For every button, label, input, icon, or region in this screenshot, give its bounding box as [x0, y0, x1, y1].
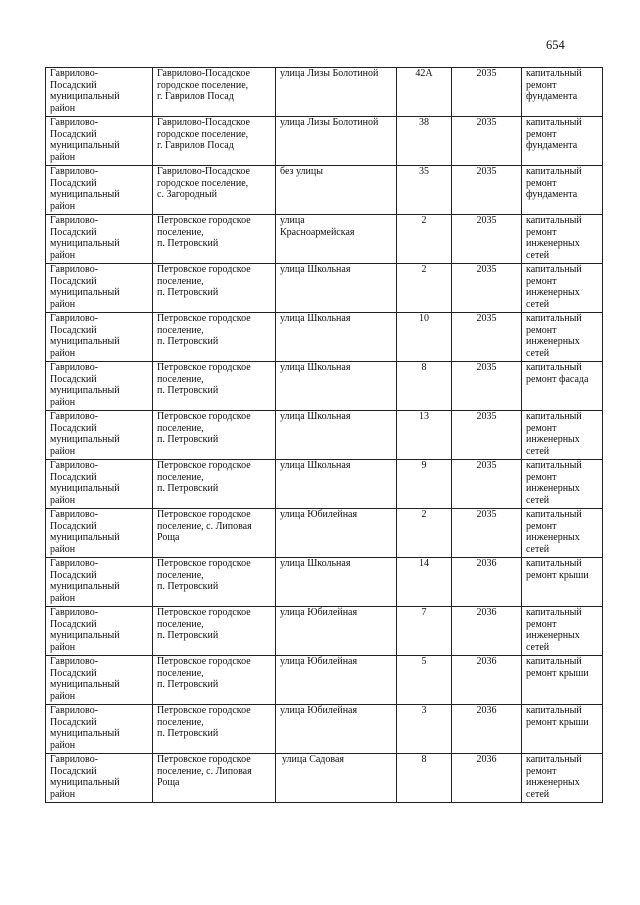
cell-work-type-text: капитальный ремонт фундамента [526, 117, 582, 152]
cell-settlement [153, 68, 276, 117]
cell-settlement-text: Петровское городское поселение, с. Липовая Роща [157, 754, 252, 789]
cell-house-number [397, 460, 452, 509]
table-row [46, 509, 603, 558]
cell-district-text: Гаврилово- Посадский муниципальный район [50, 460, 120, 506]
cell-year [452, 607, 522, 656]
cell-year [452, 215, 522, 264]
cell-settlement [153, 264, 276, 313]
cell-district [46, 705, 153, 754]
cell-settlement-text: Петровское городское поселение, п. Петровский [157, 362, 251, 397]
cell-street [276, 705, 397, 754]
cell-work-type [522, 264, 603, 313]
cell-street [276, 362, 397, 411]
cell-year-text: 2036 [476, 607, 497, 618]
cell-work-type-text: капитальный ремонт крыши [526, 558, 589, 581]
cell-street [276, 607, 397, 656]
cell-year [452, 460, 522, 509]
cell-year-text: 2035 [476, 68, 497, 79]
cell-work-type-text: капитальный ремонт фасада [526, 362, 589, 385]
cell-year-text: 2036 [476, 558, 497, 569]
cell-district [46, 117, 153, 166]
cell-district-text: Гаврилово- Посадский муниципальный район [50, 362, 120, 408]
cell-year [452, 754, 522, 803]
cell-district [46, 166, 153, 215]
table-row [46, 313, 603, 362]
table-row [46, 705, 603, 754]
cell-street-text: улица Школьная [280, 264, 351, 275]
cell-settlement [153, 411, 276, 460]
cell-street-text: улица Школьная [280, 313, 351, 324]
cell-street-text: улица Юбилейная [280, 705, 358, 716]
page-number: 654 [546, 38, 565, 52]
cell-work-type [522, 117, 603, 166]
cell-work-type [522, 607, 603, 656]
cell-street [276, 656, 397, 705]
cell-street [276, 754, 397, 803]
cell-settlement [153, 607, 276, 656]
cell-house-number-text: 2 [421, 215, 427, 226]
cell-year-text: 2035 [476, 411, 497, 422]
cell-year-text: 2035 [476, 509, 497, 520]
cell-settlement [153, 460, 276, 509]
cell-settlement [153, 656, 276, 705]
table-row [46, 166, 603, 215]
cell-district [46, 313, 153, 362]
cell-street [276, 313, 397, 362]
cell-district-text: Гаврилово- Посадский муниципальный район [50, 558, 120, 604]
cell-settlement [153, 362, 276, 411]
cell-house-number-text: 2 [421, 264, 427, 275]
cell-house-number-text: 3 [421, 705, 427, 716]
cell-settlement [153, 313, 276, 362]
cell-settlement [153, 705, 276, 754]
cell-year [452, 166, 522, 215]
cell-house-number-text: 9 [421, 460, 427, 471]
cell-street [276, 215, 397, 264]
cell-district [46, 460, 153, 509]
cell-year [452, 509, 522, 558]
cell-district-text: Гаврилово- Посадский муниципальный район [50, 117, 120, 163]
table-row [46, 754, 603, 803]
cell-district [46, 411, 153, 460]
cell-work-type [522, 68, 603, 117]
cell-settlement-text: Гаврилово-Посадское городское поселение, г. Гаврилов Посад [157, 68, 250, 103]
table-row [46, 607, 603, 656]
cell-work-type-text: капитальный ремонт инженерных сетей [526, 509, 582, 555]
cell-house-number-text: 42А [415, 68, 433, 79]
cell-house-number-text: 7 [421, 607, 427, 618]
cell-street [276, 411, 397, 460]
housing-repair-table [45, 67, 603, 803]
cell-house-number-text: 14 [419, 558, 429, 569]
cell-house-number [397, 656, 452, 705]
table-row [46, 460, 603, 509]
cell-year-text: 2035 [476, 215, 497, 226]
cell-year [452, 362, 522, 411]
cell-house-number [397, 117, 452, 166]
cell-district-text: Гаврилово- Посадский муниципальный район [50, 411, 120, 457]
cell-street-text: улица Юбилейная [280, 509, 358, 520]
cell-house-number [397, 68, 452, 117]
cell-house-number-text: 2 [421, 509, 427, 520]
table-row [46, 411, 603, 460]
cell-house-number [397, 264, 452, 313]
cell-year [452, 656, 522, 705]
cell-district [46, 656, 153, 705]
cell-house-number [397, 509, 452, 558]
cell-street-text: улица Школьная [280, 362, 351, 373]
cell-street-text: улица Лизы Болотиной [280, 117, 379, 128]
cell-work-type [522, 705, 603, 754]
cell-street [276, 68, 397, 117]
cell-street [276, 117, 397, 166]
cell-house-number [397, 166, 452, 215]
cell-settlement [153, 166, 276, 215]
cell-settlement-text: Петровское городское поселение, с. Липовая Роща [157, 509, 252, 544]
cell-street-text: улица Школьная [280, 411, 351, 422]
cell-work-type-text: капитальный ремонт инженерных сетей [526, 313, 582, 359]
cell-district-text: Гаврилово- Посадский муниципальный район [50, 264, 120, 310]
cell-settlement-text: Петровское городское поселение, п. Петровский [157, 656, 251, 691]
cell-settlement-text: Гаврилово-Посадское городское поселение, г. Гаврилов Посад [157, 117, 250, 152]
cell-house-number [397, 754, 452, 803]
cell-work-type [522, 558, 603, 607]
cell-house-number [397, 362, 452, 411]
cell-district-text: Гаврилово- Посадский муниципальный район [50, 166, 120, 212]
cell-year-text: 2036 [476, 656, 497, 667]
cell-work-type [522, 754, 603, 803]
cell-street [276, 264, 397, 313]
cell-street-text: улица Лизы Болотиной [280, 68, 379, 79]
cell-house-number-text: 5 [421, 656, 427, 667]
cell-work-type [522, 656, 603, 705]
table-row [46, 215, 603, 264]
cell-house-number [397, 215, 452, 264]
cell-year [452, 411, 522, 460]
cell-settlement-text: Петровское городское поселение, п. Петровский [157, 558, 251, 593]
cell-year-text: 2035 [476, 264, 497, 275]
cell-year [452, 558, 522, 607]
cell-work-type [522, 362, 603, 411]
cell-year-text: 2035 [476, 460, 497, 471]
cell-street [276, 509, 397, 558]
cell-district [46, 607, 153, 656]
cell-work-type [522, 166, 603, 215]
cell-district-text: Гаврилово- Посадский муниципальный район [50, 215, 120, 261]
cell-district-text: Гаврилово- Посадский муниципальный район [50, 68, 120, 114]
cell-district [46, 558, 153, 607]
cell-district-text: Гаврилово- Посадский муниципальный район [50, 607, 120, 653]
cell-year-text: 2035 [476, 313, 497, 324]
cell-work-type [522, 313, 603, 362]
cell-work-type-text: капитальный ремонт фундамента [526, 68, 582, 103]
cell-work-type-text: капитальный ремонт фундамента [526, 166, 582, 201]
cell-street-text: улица Школьная [280, 460, 351, 471]
cell-street-text: улица Юбилейная [280, 656, 358, 667]
cell-settlement-text: Гаврилово-Посадское городское поселение, с. Загородный [157, 166, 250, 201]
cell-settlement-text: Петровское городское поселение, п. Петровский [157, 264, 251, 299]
cell-settlement [153, 754, 276, 803]
cell-district [46, 264, 153, 313]
cell-house-number [397, 411, 452, 460]
cell-work-type-text: капитальный ремонт крыши [526, 656, 589, 679]
cell-work-type [522, 509, 603, 558]
cell-work-type-text: капитальный ремонт инженерных сетей [526, 754, 582, 800]
cell-settlement [153, 117, 276, 166]
cell-settlement [153, 558, 276, 607]
cell-house-number-text: 10 [419, 313, 429, 324]
cell-settlement-text: Петровское городское поселение, п. Петровский [157, 313, 251, 348]
cell-house-number [397, 313, 452, 362]
cell-house-number-text: 35 [419, 166, 429, 177]
cell-house-number [397, 558, 452, 607]
cell-work-type [522, 215, 603, 264]
cell-district [46, 509, 153, 558]
cell-house-number [397, 607, 452, 656]
cell-year-text: 2035 [476, 166, 497, 177]
cell-house-number-text: 8 [421, 362, 427, 373]
cell-street-text: улица Красноармейская [280, 215, 355, 238]
cell-district [46, 215, 153, 264]
cell-street-text: без улицы [280, 166, 323, 177]
cell-work-type-text: капитальный ремонт инженерных сетей [526, 411, 582, 457]
cell-settlement-text: Петровское городское поселение, п. Петровский [157, 607, 251, 642]
cell-work-type-text: капитальный ремонт крыши [526, 705, 589, 728]
cell-street-text: улица Школьная [280, 558, 351, 569]
table-row [46, 68, 603, 117]
cell-year [452, 264, 522, 313]
table-row [46, 362, 603, 411]
cell-street [276, 166, 397, 215]
table-row [46, 558, 603, 607]
cell-settlement-text: Петровское городское поселение, п. Петровский [157, 460, 251, 495]
cell-house-number-text: 13 [419, 411, 429, 422]
cell-district-text: Гаврилово- Посадский муниципальный район [50, 656, 120, 702]
cell-district [46, 362, 153, 411]
cell-district-text: Гаврилово- Посадский муниципальный район [50, 313, 120, 359]
table-row [46, 656, 603, 705]
cell-settlement-text: Петровское городское поселение, п. Петровский [157, 411, 251, 446]
cell-work-type [522, 411, 603, 460]
cell-year [452, 68, 522, 117]
cell-work-type-text: капитальный ремонт инженерных сетей [526, 460, 582, 506]
cell-district-text: Гаврилово- Посадский муниципальный район [50, 509, 120, 555]
cell-district-text: Гаврилово- Посадский муниципальный район [50, 705, 120, 751]
cell-settlement [153, 215, 276, 264]
cell-settlement-text: Петровское городское поселение, п. Петровский [157, 215, 251, 250]
cell-year-text: 2036 [476, 754, 497, 765]
cell-year [452, 705, 522, 754]
table-body [46, 68, 603, 803]
cell-district-text: Гаврилово- Посадский муниципальный район [50, 754, 120, 800]
cell-house-number-text: 8 [421, 754, 427, 765]
cell-work-type [522, 460, 603, 509]
cell-settlement-text: Петровское городское поселение, п. Петровский [157, 705, 251, 740]
cell-year [452, 117, 522, 166]
cell-year-text: 2036 [476, 705, 497, 716]
cell-house-number [397, 705, 452, 754]
cell-settlement [153, 509, 276, 558]
cell-district [46, 68, 153, 117]
cell-year-text: 2035 [476, 117, 497, 128]
cell-work-type-text: капитальный ремонт инженерных сетей [526, 607, 582, 653]
cell-street-text: улица Юбилейная [280, 607, 358, 618]
cell-year [452, 313, 522, 362]
cell-street [276, 460, 397, 509]
cell-work-type-text: капитальный ремонт инженерных сетей [526, 215, 582, 261]
cell-house-number-text: 38 [419, 117, 429, 128]
cell-work-type-text: капитальный ремонт инженерных сетей [526, 264, 582, 310]
table-row [46, 117, 603, 166]
cell-year-text: 2035 [476, 362, 497, 373]
cell-street [276, 558, 397, 607]
cell-street-text: улица Садовая [282, 754, 345, 765]
cell-district [46, 754, 153, 803]
table-row [46, 264, 603, 313]
